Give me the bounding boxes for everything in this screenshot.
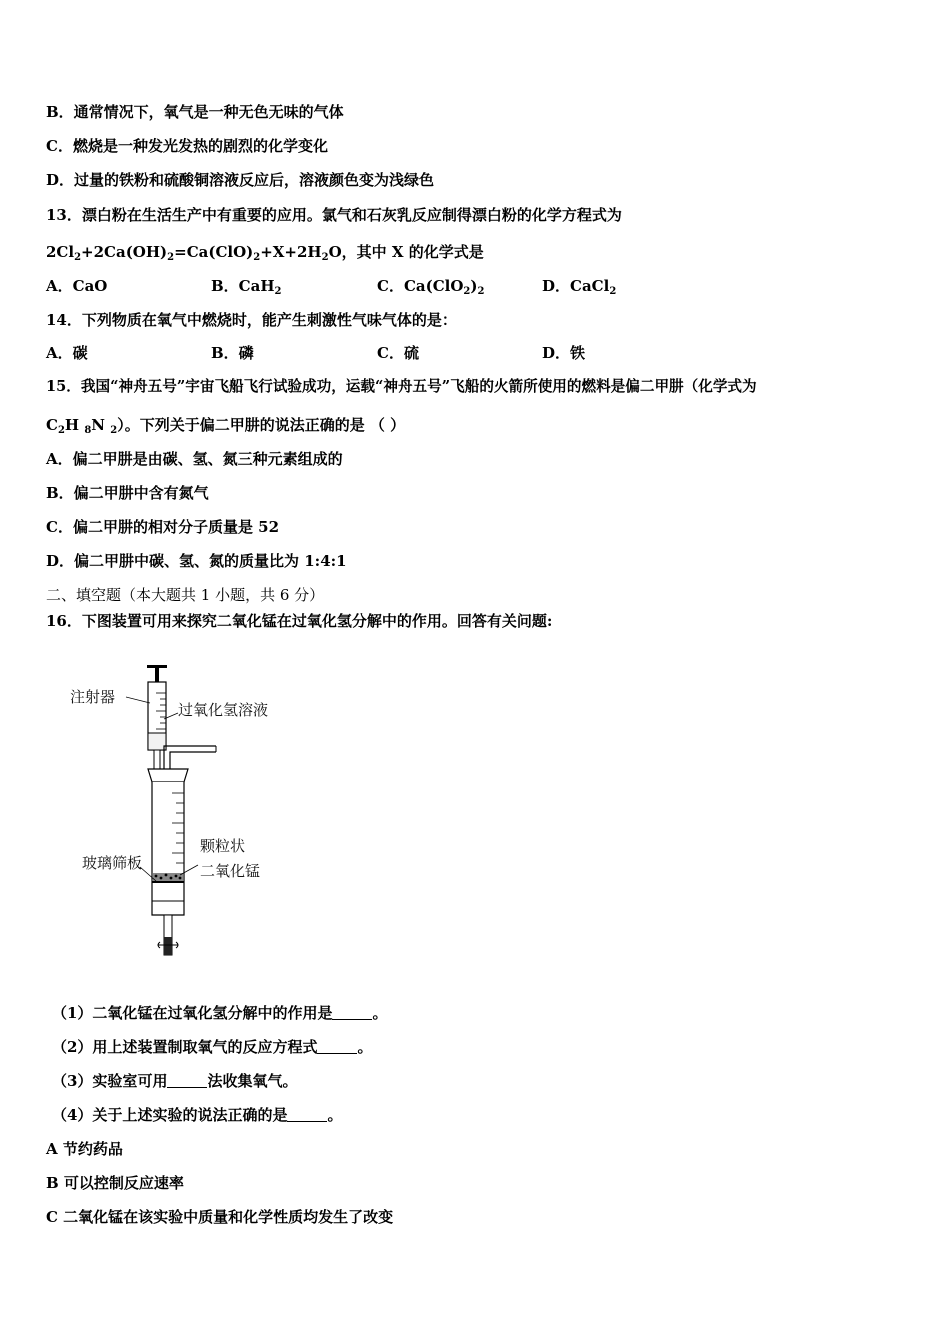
q16-option-b: B 可以控制反应速率 bbox=[46, 1174, 184, 1192]
label-syringe: 注射器 bbox=[70, 688, 116, 706]
plunger-rod bbox=[155, 668, 159, 682]
q13-equation: $2Cl_2+2Ca(OH)_2=Ca(ClO)_2+X+2H_2O$，其中 X 的化学式是 bbox=[46, 243, 484, 263]
q15-option-c: C．偏二甲肼的相对分子质量是 52 bbox=[46, 518, 280, 536]
label-glass-plate: 玻璃筛板 bbox=[82, 854, 143, 872]
q16-stem: 16．下图装置可用来探究二氧化锰在过氧化氢分解中的作用。回答有关问题: bbox=[46, 612, 553, 630]
q15-option-a: A．偏二甲肼是由碳、氢、氮三种元素组成的 bbox=[46, 450, 343, 468]
h2o2-liquid bbox=[148, 733, 166, 750]
q16-part-2: （2）用上述装置制取氧气的反应方程式 。 bbox=[52, 1038, 373, 1056]
delivery-tube bbox=[164, 746, 216, 772]
q14-option-d: D．铁 bbox=[542, 344, 586, 362]
answer-blank-2[interactable] bbox=[317, 1039, 357, 1054]
q14-stem: 14．下列物质在氧气中燃烧时，能产生刺激性气味气体的是： bbox=[46, 311, 457, 329]
label-mno2-line2: 二氧化锰 bbox=[200, 862, 261, 880]
q16-part-1: （1）二氧化锰在过氧化氢分解中的作用是 。 bbox=[52, 1004, 388, 1022]
label-h2o2: 过氧化氢溶液 bbox=[178, 701, 269, 719]
q14-option-a: A．碳 bbox=[46, 344, 88, 362]
q15-option-b: B．偏二甲肼中含有氮气 bbox=[46, 484, 209, 502]
q13-option-c: C．$Ca(ClO_2)_2$ bbox=[377, 277, 485, 297]
q12-option-b: B．通常情况下，氧气是一种无色无味的气体 bbox=[46, 103, 344, 121]
q13-stem: 13．漂白粉在生活生产中有重要的应用。氯气和石灰乳反应制得漂白粉的化学方程式为 bbox=[46, 206, 622, 224]
q16-part-3: （3）实验室可用 法收集氧气。 bbox=[52, 1072, 298, 1090]
q13-option-b: B．CaH$_2$ bbox=[211, 277, 282, 297]
q13-option-a: A．CaO bbox=[46, 277, 108, 295]
label-mno2-line1: 颗粒状 bbox=[200, 837, 246, 855]
answer-blank-4[interactable] bbox=[287, 1107, 327, 1122]
q12-option-d: D．过量的铁粉和硫酸铜溶液反应后，溶液颜色变为浅绿色 bbox=[46, 171, 435, 189]
q14-option-c: C．硫 bbox=[377, 344, 419, 362]
q16-option-c: C 二氧化锰在该实验中质量和化学性质均发生了改变 bbox=[46, 1208, 394, 1226]
q16-part-4: （4）关于上述实验的说法正确的是 。 bbox=[52, 1106, 343, 1124]
mno2-granules bbox=[153, 873, 183, 881]
q15-stem: 15．我国“神舟五号”宇宙飞船飞行试验成功，运载“神舟五号”飞船的火箭所使用的燃料是偏二甲肼（化学式为 bbox=[46, 378, 757, 395]
q15-formula-line: $C_2H$ $_8$N $_2$）。下列关于偏二甲肼的说法正确的是 （ ） bbox=[46, 416, 406, 436]
answer-blank-3[interactable] bbox=[167, 1073, 207, 1088]
reaction-tube bbox=[152, 782, 184, 915]
section-title: 二、填空题（本大题共 1 小题，共 6 分） bbox=[46, 586, 325, 604]
q12-option-c: C．燃烧是一种发光发热的剧烈的化学变化 bbox=[46, 137, 328, 155]
q16-option-a: A 节约药品 bbox=[46, 1140, 123, 1158]
rubber-stopper bbox=[148, 769, 188, 782]
plunger-handle bbox=[147, 665, 167, 668]
answer-blank-1[interactable] bbox=[332, 1005, 372, 1020]
q14-option-b: B．磷 bbox=[211, 344, 254, 362]
rubber-hose bbox=[164, 937, 172, 955]
q13-option-d: D．CaCl$_2$ bbox=[542, 277, 617, 297]
q15-option-d: D．偏二甲肼中碳、氢、氮的质量比为 1:4:1 bbox=[46, 552, 347, 570]
apparatus-figure bbox=[60, 655, 320, 965]
